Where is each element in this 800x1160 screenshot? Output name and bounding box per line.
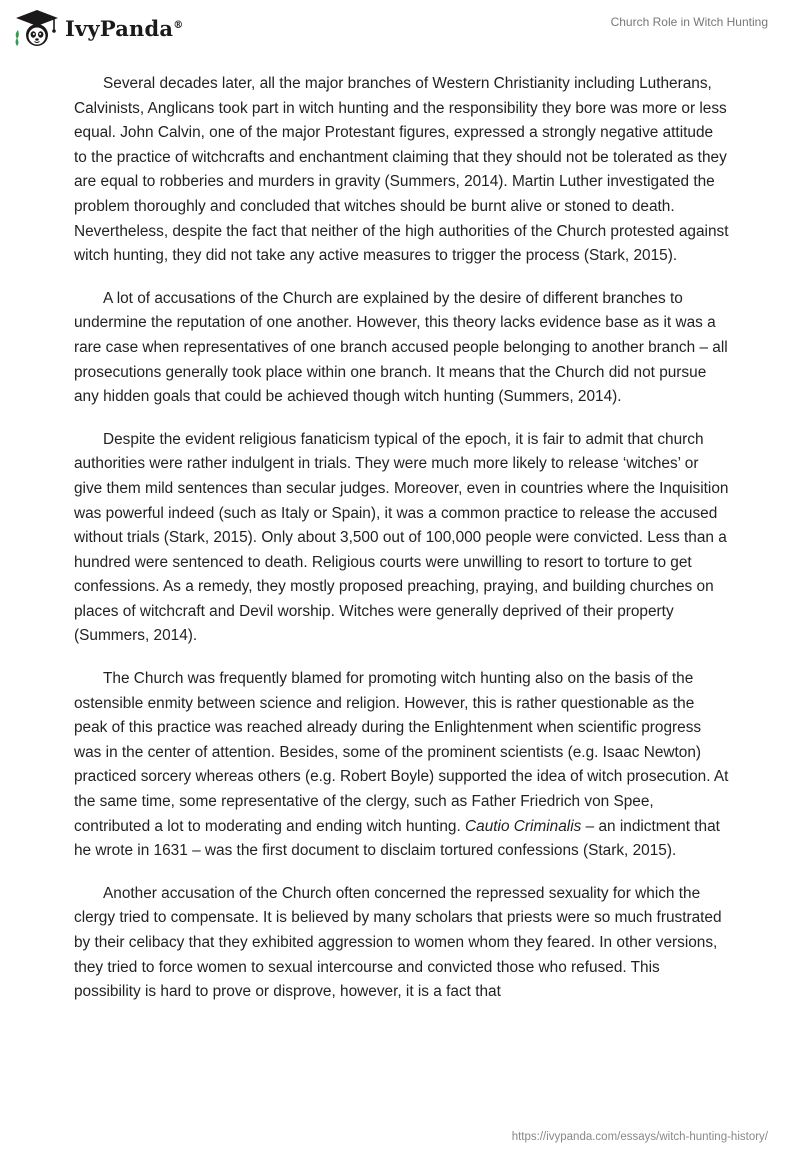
graduation-cap-panda-icon (14, 8, 60, 48)
essay-body (74, 72, 730, 1023)
source-url[interactable]: https://ivypanda.com/essays/witch-hunting-history/ (511, 1131, 768, 1143)
paragraph-4-text-before: The Church was frequently blamed for promoting witch hunting also on the basis of the ostensible enmity between science and religion. However, this is rather questionable as the peak of this practice was reached already during the Enlightenment when scientific progress was in the center of attention. Besides, some of the prominent scientists (e.g. Isaac Newton) practiced sorcery whereas others (e.g. Robert Boyle) supported the idea of witch prosecution. At the same time, some representative of the clergy, such as Father Friedrich von Spee, contributed a lot to moderating and ending witch hunting. (74, 670, 729, 835)
paragraph-1: Several decades later, all the major branches of Western Christianity including Lutherans, Calvinists, Anglicans took part in witch hunting and the responsibility they bore was more or less equal. John Calvin, one of the major Protestant figures, expressed a strongly negative attitude to the practice of witchcrafts and enchantment claiming that they should not be tolerated as they are equal to robberies and murders in gravity (Summers, 2014). Martin Luther investigated the problem thoroughly and concluded that witches should be burnt alive or stoned to death. Nevertheless, despite the fact that neither of the high authorities of the Church protested against witch hunting, they did not take any active measures to trigger the process (Stark, 2015). (74, 75, 729, 265)
paragraph-3: Despite the evident religious fanaticism typical of the epoch, it is fair to admit that church authorities were rather indulgent in trials. They were much more likely to release ‘witches’ or give them mild sentences than secular judges. Moreover, even in countries where the Inquisition was powerful indeed (such as Italy or Spain), it was a common practice to release the accused without trials (Stark, 2015). Only about 3,500 out of 100,000 people were convicted. Less than a hundred were sentenced to death. Religious courts were unwilling to resort to torture to get confessions. As a remedy, they mostly proposed preaching, praying, and building churches on places of witchcraft and Devil worship. Witches were generally deprived of their property (Summers, 2014). (74, 430, 729, 645)
ivypanda-logo[interactable] (14, 8, 183, 48)
book-title: Cautio Criminalis (465, 817, 582, 835)
paragraph-4 (74, 667, 730, 864)
paragraph-4-text-after: – an indictment that he wrote in 1631 – was the first document to disclaim tortured confessions (Stark, 2015). (74, 817, 720, 860)
paragraph-5: Another accusation of the Church often concerned the repressed sexuality for which the clergy tried to compensate. It is believed by many scholars that priests were so much frustrated by their celibacy that they exhibited aggression to women whom they feared. In other versions, they tried to force women to sexual intercourse and convicted those who refused. This possibility is hard to prove or disprove, however, it is a fact that (74, 884, 722, 1001)
page-header (0, 0, 800, 60)
brand-name: IvyPanda® (65, 15, 184, 41)
paragraph-2: A lot of accusations of the Church are explained by the desire of different branches to undermine the reputation of one another. However, this theory lacks evidence base as it was a rare case when representatives of one branch accused people belonging to another branch – all prosecutions generally took place within one branch. It means that the Church did not pursue any hidden goals that could be achieved though witch hunting (Summers, 2014). (74, 289, 728, 406)
document-title: Church Role in Witch Hunting (610, 15, 768, 29)
